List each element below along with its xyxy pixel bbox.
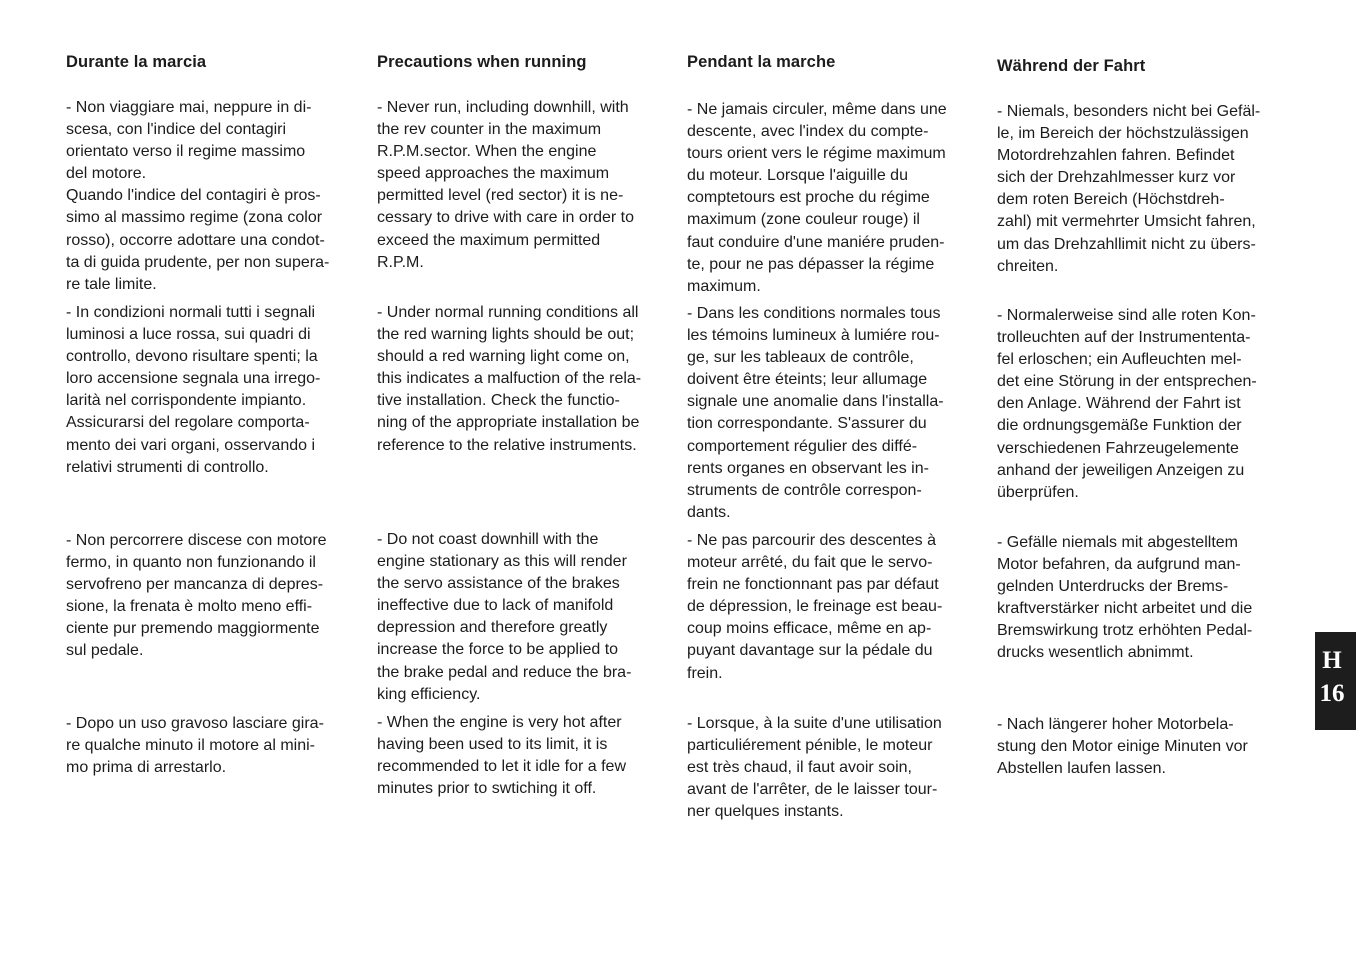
paragraph-downhill: - Non percorrere discese con motore fermo, in quanto non funzionando il servofreno per mancanza di depres- sione, la frenata è molto meno effi- ciente pur premendo maggiormente sul pedale. xyxy=(66,532,327,660)
page-number: 16 xyxy=(1319,680,1345,707)
paragraph-downhill: - Gefälle niemals mit abgestelltem Motor befahren, da aufgrund man- gelnden Unterdrucks der Brems- kraftverstärker nicht arbeitet und die Bremswirkung trotz erhöhten Pedal- drucks wesentlich abnimmt. xyxy=(997,534,1253,662)
section-letter: H xyxy=(1322,647,1342,674)
paragraph-warning-lights: - Normalerweise sind alle roten Kon- trolleuchten auf der Instrumententa- fel erloschen; ein Aufleuchten mel- det eine Störung in der entsprechen- den Anlage. Während der Fahrt ist die ordnungsgemäße Funktion der verschiedenen Fahrzeugelemente anhand der jeweiligen Anzeigen zu überprüfen. xyxy=(997,307,1257,501)
section-title: Während der Fahrt xyxy=(997,57,1146,75)
section-title: Precautions when running xyxy=(377,53,587,71)
paragraph-downhill: - Do not coast downhill with the engine stationary as this will render the servo assistance of the brakes ineffective due to lack of manifold depression and therefore greatly increase the force to be applied to the brake pedal and reduce the bra- king efficiency. xyxy=(377,531,632,703)
paragraph-idle: - When the engine is very hot after having been used to its limit, it is recommended to let it idle for a few minutes prior to swtiching it off. xyxy=(377,714,627,798)
paragraph-idle: - Lorsque, à la suite d'une utilisation particuliérement pénible, le moteur est très chaud, il faut avoir soin, avant de l'arrêter, de le laisser tour- ner quelques instants. xyxy=(687,715,942,821)
paragraph-rev-limit: - Non viaggiare mai, neppure in di- scesa, con l'indice del contagiri orientato verso il regime massimo del motore. Quando l'indice del contagiri è pros- simo al massimo regime (zona color rosso), occorre adottare una condot- ta di guida prudente, per non supera- re tale limite. xyxy=(66,99,330,293)
paragraph-idle: - Dopo un uso gravoso lasciare gira- re qualche minuto il motore al mini- mo prima di arrestarlo. xyxy=(66,715,324,777)
section-title: Durante la marcia xyxy=(66,53,207,71)
page-tab xyxy=(1315,632,1356,730)
paragraph-rev-limit: - Niemals, besonders nicht bei Gefäl- le, im Bereich der höchstzulässigen Motordrehzahlen fahren. Befindet sich der Drehzahlmesser kurz vor dem roten Bereich (Höchstdreh- zahl) mit vermehrter Umsicht fahren, um das Drehzahllimit nicht zu übers- chreiten. xyxy=(997,103,1261,275)
paragraph-idle: - Nach längerer hoher Motorbela- stung den Motor einige Minuten vor Abstellen laufen lassen. xyxy=(997,716,1248,778)
section-title: Pendant la marche xyxy=(687,53,836,71)
paragraph-warning-lights: - In condizioni normali tutti i segnali luminosi a luce rossa, sui quadri di controllo, devono risultare spenti; la loro accensione segnala una irrego- larità nel corrispondente impianto. Assicurarsi del regolare comporta- mento dei vari organi, osservando i relativi strumenti di controllo. xyxy=(66,304,321,476)
paragraph-rev-limit: - Never run, including downhill, with the rev counter in the maximum R.P.M.sector. When the engine speed approaches the maximum permitted level (red sector) it is ne- cessary to drive with care in order to exceed the maximum permitted R.P.M. xyxy=(377,99,634,271)
paragraph-warning-lights: - Under normal running conditions all the red warning lights should be out; should a red warning light come on, this indicates a malfuction of the rela- tive installation. Check the functio- ning of the appropriate installation be reference to the relative instruments. xyxy=(377,304,642,454)
paragraph-rev-limit: - Ne jamais circuler, même dans une descente, avec l'index du compte- tours orient vers le régime maximum du moteur. Lorsque l'aiguille du comptetours est proche du régime maximum (zone couleur rouge) il faut conduire d'une maniére pruden- te, pour ne pas dépasser la régime maximum. xyxy=(687,101,947,295)
paragraph-downhill: - Ne pas parcourir des descentes à moteur arrêté, du fait que le servo- frein ne fonctionnant pas par défaut de dépression, le freinage est beau- coup moins efficace, même en ap- puyant davantage sur la pédale du frein. xyxy=(687,532,943,682)
paragraph-warning-lights: - Dans les conditions normales tous les témoins lumineux à lumiére rou- ge, sur les tableaux de contrôle, doivent être éteints; leur allumage signale une anomalie dans l'installa- tion correspondante. S'assurer du comportement régulier des diffé- rents organes en observant les in- struments de contrôle correspon- dants. xyxy=(687,305,944,521)
